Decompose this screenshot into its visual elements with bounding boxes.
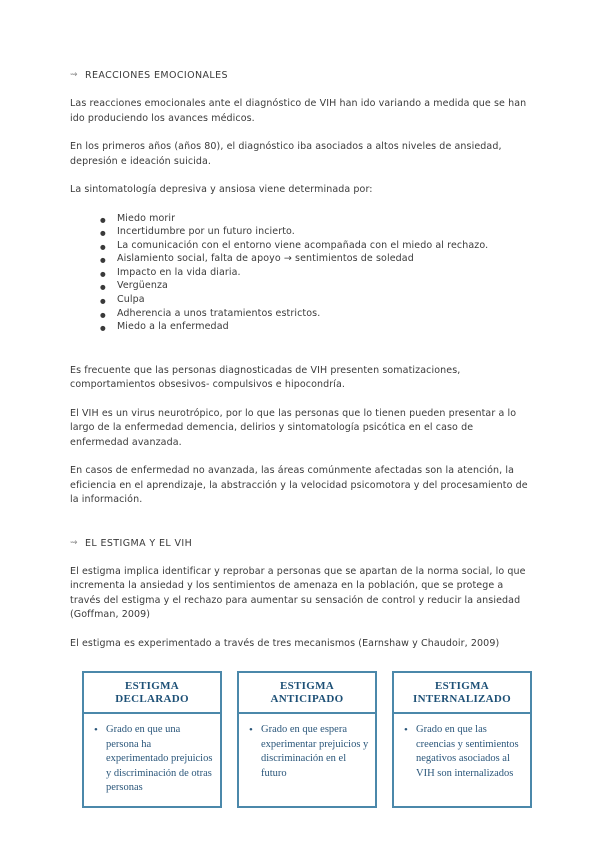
bullet-item: ● Miedo morir <box>100 212 530 226</box>
stigma-box-declarado <box>82 671 222 808</box>
squiggle-arrow-icon: ⇝ <box>70 537 78 548</box>
paragraph: El VIH es un virus neurotrópico, por lo que las personas que lo tienen pueden presentar a lo largo de la enfermedad demencia, delirios y sintomatología psicótica en el caso de enfermedad avanzada. <box>70 407 517 448</box>
section-heading-reacciones <box>70 70 532 81</box>
paragraph: Es frecuente que las personas diagnosticadas de VIH presenten somatizaciones, comportamientos obsesivos- compulsivos e hipocondría. <box>70 364 461 391</box>
paragraph: En casos de enfermedad no avanzada, las áreas comúnmente afectadas son la atención, la eficiencia en el aprendizaje, la abstracción y la velocidad psicomotora y del procesamiento de la información. <box>70 465 528 506</box>
paragraph: El estigma es experimentado a través de tres mecanismos (Earnshaw y Chaudoir, 2009) <box>70 637 500 649</box>
stigma-box-text: • Grado en que las creencias y sentimientos negativos asociados al VIH son internalizados <box>404 723 524 781</box>
symptoms-bullet-list <box>70 212 530 334</box>
bullet-item: ● La comunicación con el entorno viene acompañada con el miedo al rechazo. <box>100 239 530 253</box>
stigma-box-anticipado <box>237 671 377 808</box>
stigma-box-body <box>84 714 220 806</box>
section-heading-label: REACCIONES EMOCIONALES <box>84 70 228 81</box>
bullet-item: ● Incertidumbre por un futuro incierto. <box>100 225 530 239</box>
paragraph: La sintomatología depresiva y ansiosa viene determinada por: <box>70 184 373 195</box>
stigma-box-title: ESTIGMA INTERNALIZADO <box>394 673 530 714</box>
bullet-item: ● Impacto en la vida diaria. <box>100 266 530 280</box>
stigma-box-body <box>394 714 530 791</box>
bullet-item: ● Culpa <box>100 293 530 307</box>
bullet-item: ● Aislamiento social, falta de apoyo → sentimientos de soledad <box>100 252 530 266</box>
section-heading-label: EL ESTIGMA Y EL VIH <box>84 537 193 549</box>
stigma-box-text: • Grado en que espera experimentar prejuicios y discriminación en el futuro <box>249 723 369 781</box>
paragraph: Las reacciones emocionales ante el diagnóstico de VIH han ido variando a medida que se han ido produciendo los avances médicos. <box>70 98 527 124</box>
squiggle-arrow-icon: ⇝ <box>70 70 78 80</box>
bullet-item: ● Miedo a la enfermedad <box>100 320 530 334</box>
paragraph: El estigma implica identificar y reprobar a personas que se apartan de la norma social, lo que incrementa la ansiedad y los sentimientos de amenaza en la población, que se protege a través del estigma y el rechazo para aumentar su sensación de control y reducir la ansiedad (Goffman, 2009) <box>70 565 526 621</box>
paragraph: En los primeros años (años 80), el diagnóstico iba asociados a altos niveles de ansiedad, depresión e ideación suicida. <box>70 141 502 167</box>
bullet-item: ● Adherencia a unos tratamientos estrictos. <box>100 307 530 321</box>
stigma-box-title: ESTIGMA DECLARADO <box>84 673 220 714</box>
stigma-box-internalizado <box>392 671 532 808</box>
stigma-box-title: ESTIGMA ANTICIPADO <box>239 673 375 714</box>
section-heading-estigma <box>70 538 532 549</box>
bullet-item: ● Vergüenza <box>100 279 530 293</box>
stigma-box-text: • Grado en que una persona ha experimentado prejuicios y discriminación de otras personas <box>94 723 214 796</box>
stigma-box-body <box>239 714 375 791</box>
stigma-boxes-row <box>82 671 532 808</box>
